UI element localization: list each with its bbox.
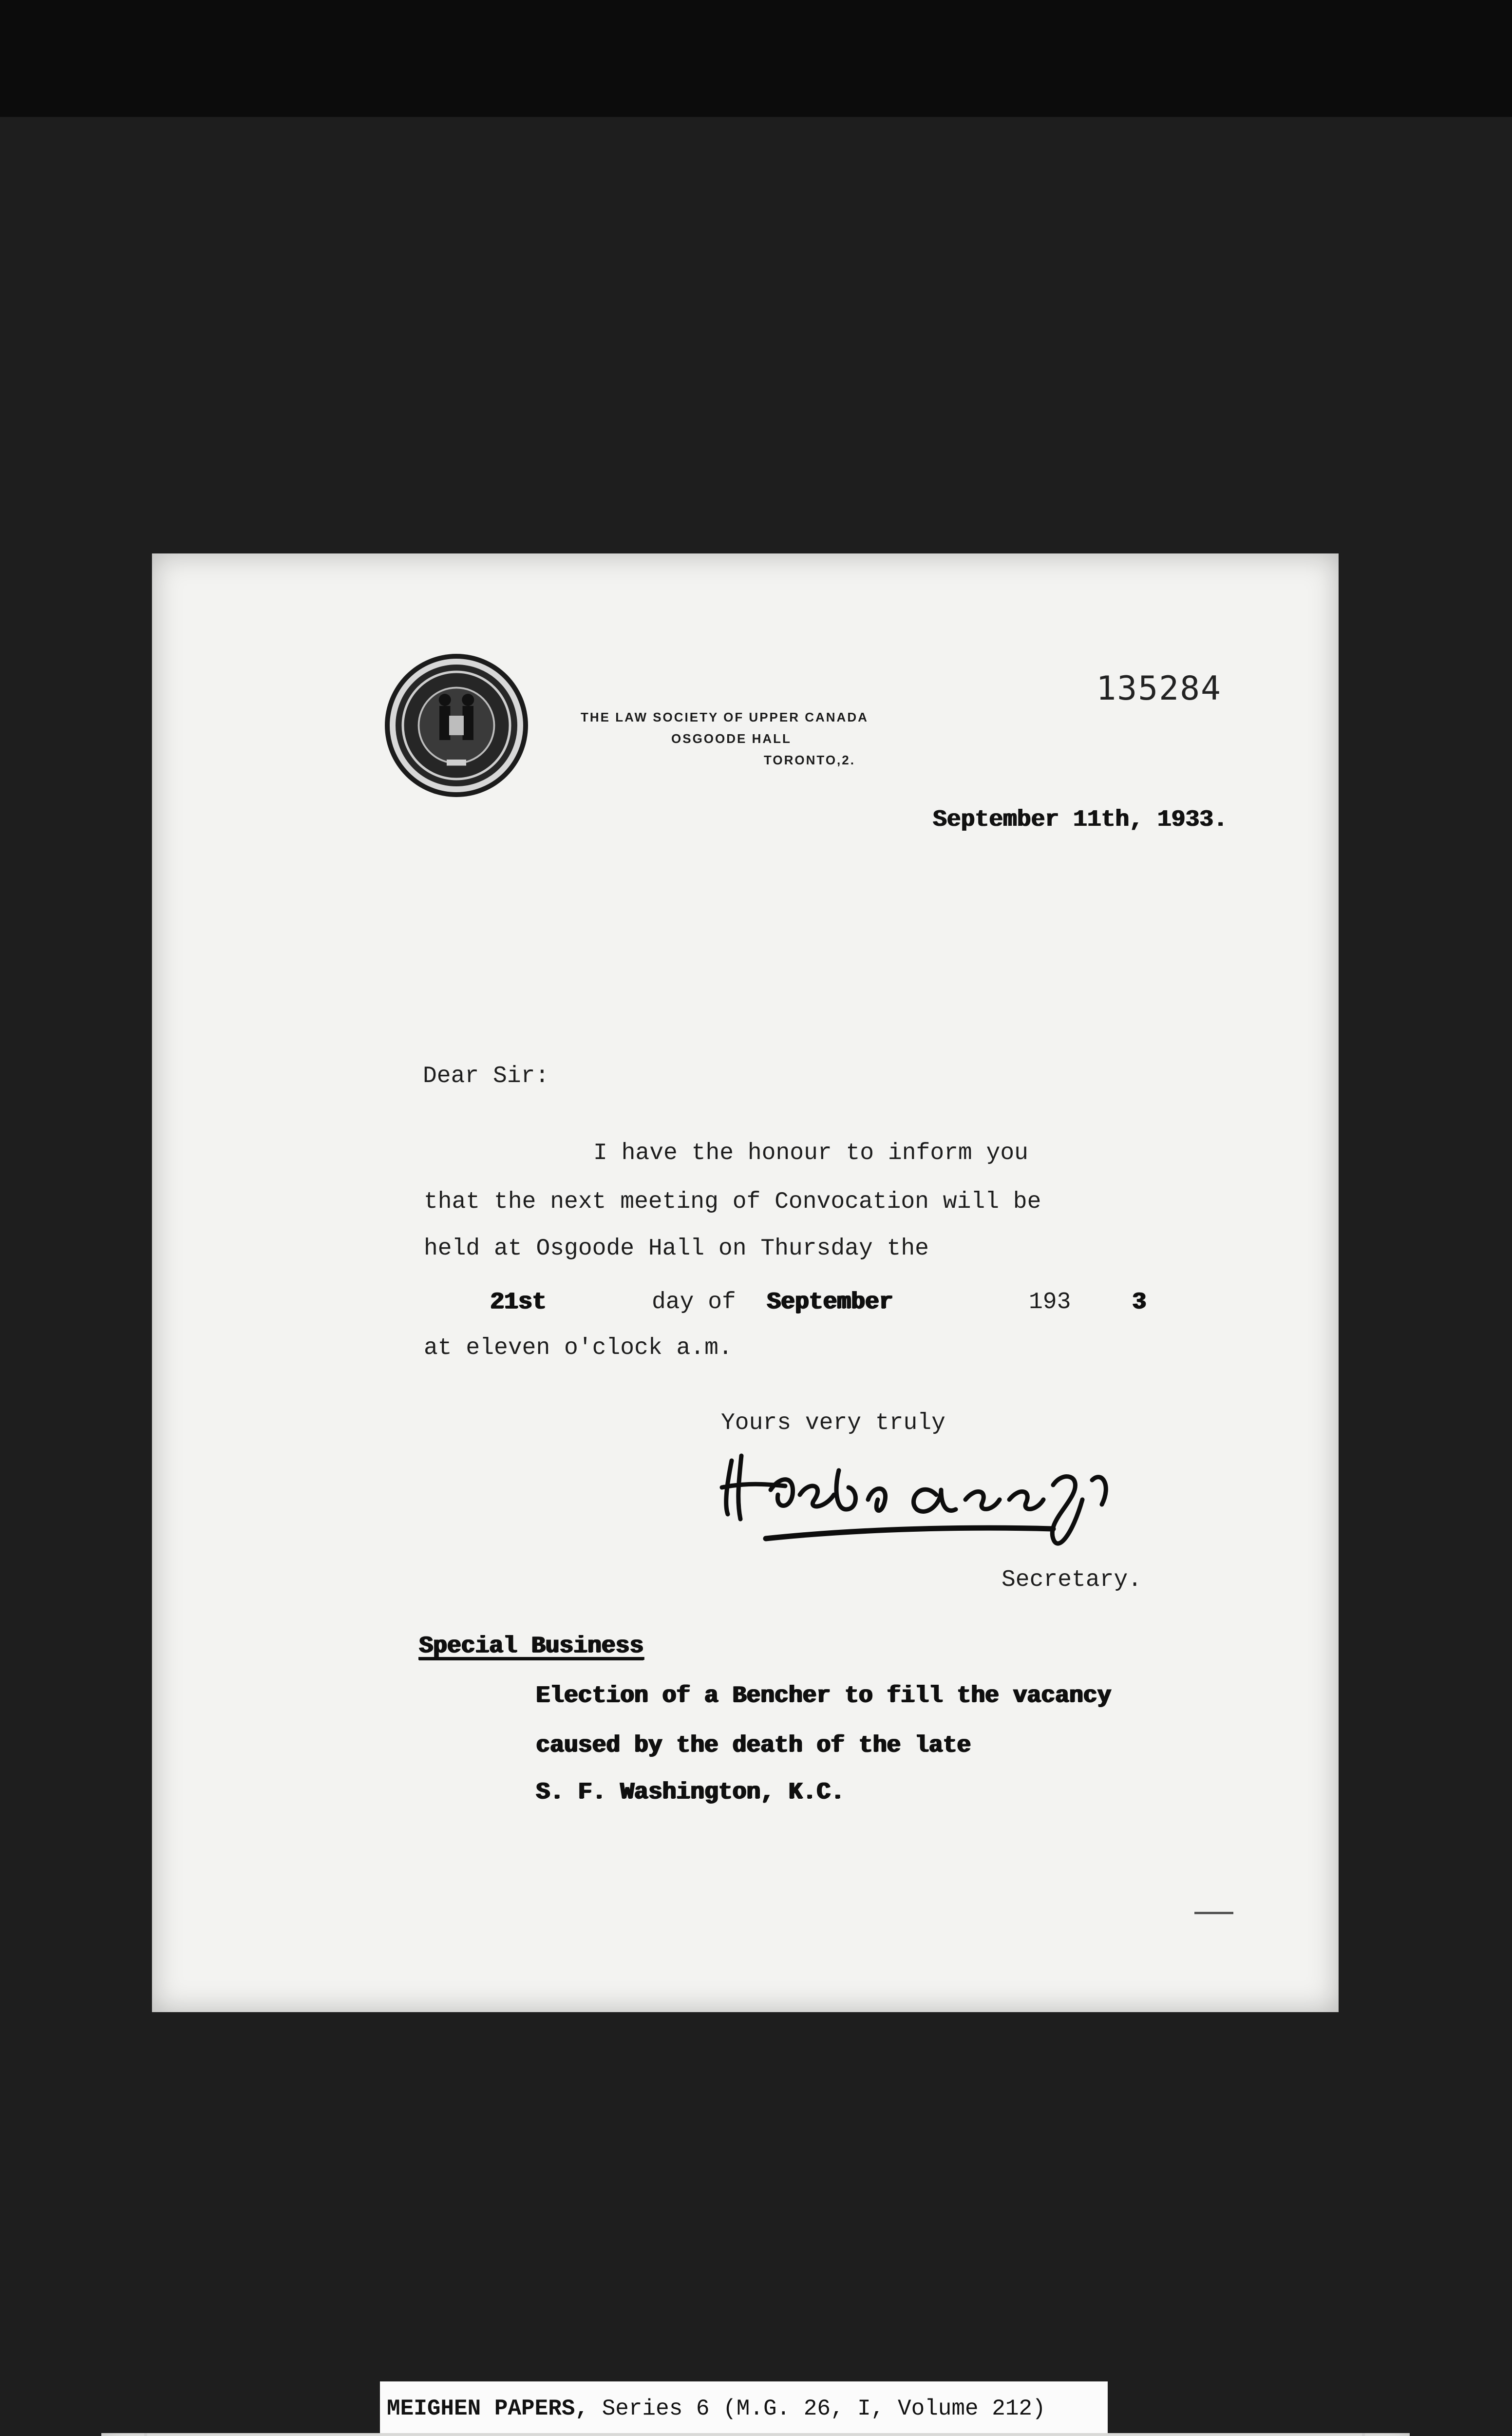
special-business-line-1: Election of a Bencher to fill the vacancy [536,1683,1111,1709]
meeting-day: 21st [490,1289,547,1315]
letter-sheet [152,553,1339,2012]
meeting-month: September [767,1289,893,1315]
special-business-line-2: caused by the death of the late [536,1732,971,1759]
letter-date: September 11th, 1933. [933,807,1228,833]
document-number: 135284 [1096,669,1222,708]
year-prefix: 193 [1029,1289,1071,1315]
archives-card [101,2433,1410,2436]
seal-emblem [396,665,517,786]
collection-name: MEIGHEN PAPERS, [387,2396,589,2421]
card-edge-right [1362,2433,1365,2436]
body-line-1: I have the honour to inform you [593,1140,1028,1166]
dash-mark [1194,1912,1233,1914]
archive-reference-label [380,2381,1108,2436]
handwritten-signature [712,1441,1170,1568]
film-top-border [0,0,1512,117]
meeting-time: at eleven o'clock a.m. [424,1335,733,1361]
body-line-2: that the next meeting of Convocation will be [424,1189,1041,1215]
meeting-date-row [152,1289,1339,1323]
year-digit: 3 [1132,1289,1146,1315]
card-edge-left [144,2433,147,2436]
collection-reference: Series 6 (M.G. 26, I, Volume 212) [602,2396,1046,2421]
law-society-seal-icon [390,659,523,792]
letterhead-building: OSGOODE HALL [671,731,792,746]
signer-title: Secretary. [1002,1567,1142,1593]
body-line-3: held at Osgoode Hall on Thursday the [424,1236,929,1262]
special-business-line-3: S. F. Washington, K.C. [536,1779,845,1806]
salutation: Dear Sir: [423,1063,549,1089]
day-of-label: day of [652,1289,736,1315]
letterhead-city: TORONTO,2. [764,753,855,767]
letterhead-organization: THE LAW SOCIETY OF UPPER CANADA [581,710,869,724]
closing: Yours very truly [721,1410,945,1436]
letterhead [581,706,961,771]
special-business-heading: Special Business [419,1633,643,1659]
